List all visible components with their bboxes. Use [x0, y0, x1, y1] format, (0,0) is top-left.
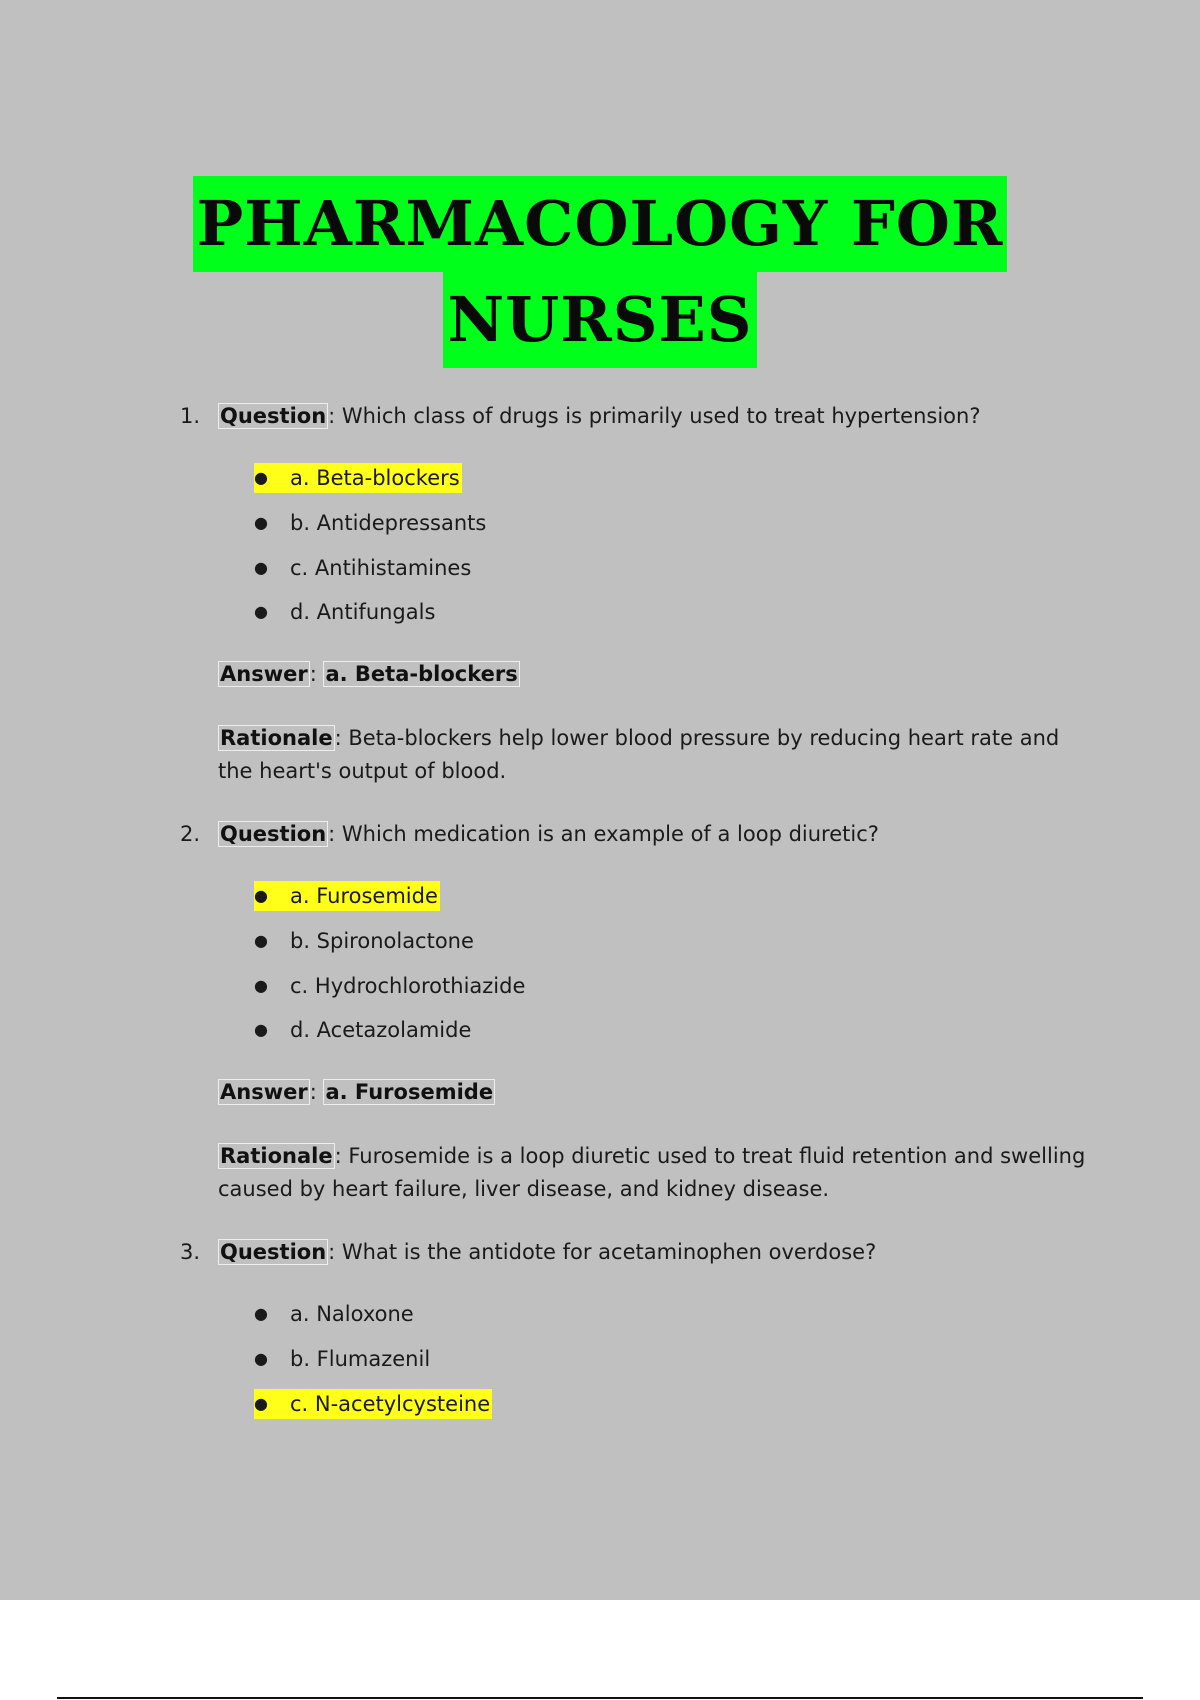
option-text: b. Antidepressants [290, 511, 487, 535]
option-1d [254, 597, 435, 627]
option-3a [254, 1299, 414, 1329]
bullet-icon: ● [254, 886, 268, 905]
question-label: Question [220, 404, 327, 428]
question-3 [180, 1235, 876, 1269]
bullet-icon: ● [254, 1304, 268, 1323]
title-line-1: PHARMACOLOGY FOR [193, 176, 1008, 272]
bullet-icon: ● [254, 1349, 268, 1368]
bullet-icon: ● [254, 1394, 268, 1413]
answer-value: a. Beta-blockers [325, 662, 518, 686]
option-text: c. Hydrochlorothiazide [290, 974, 526, 998]
rationale-label: Rationale [220, 1144, 333, 1168]
bullet-icon: ● [254, 468, 268, 487]
rationale-label: Rationale [220, 726, 333, 750]
rationale-1 [218, 722, 1098, 788]
bullet-icon: ● [254, 1020, 268, 1039]
option-text: c. N-acetylcysteine [290, 1392, 491, 1416]
question-label: Question [220, 822, 327, 846]
question-1 [180, 399, 980, 433]
bullet-icon: ● [254, 558, 268, 577]
bullet-icon: ● [254, 931, 268, 950]
option-text: b. Flumazenil [290, 1347, 431, 1371]
question-number: 1. [180, 404, 201, 428]
option-2d [254, 1015, 471, 1045]
option-1c [254, 553, 471, 583]
question-label: Question [220, 1240, 327, 1264]
option-2a [254, 881, 440, 911]
option-2c [254, 971, 525, 1001]
option-3c [254, 1389, 492, 1419]
answer-label: Answer [220, 1080, 308, 1104]
option-text: a. Beta-blockers [290, 466, 460, 490]
option-text: a. Furosemide [290, 884, 438, 908]
question-2 [180, 817, 879, 851]
answer-1: Answer: a. Beta-blockers [220, 662, 518, 686]
option-3b [254, 1344, 430, 1374]
answer-2: Answer: a. Furosemide [220, 1080, 494, 1104]
question-text: : What is the antidote for acetaminophen overdose? [328, 1240, 877, 1264]
question-number: 3. [180, 1240, 201, 1264]
option-1b [254, 508, 486, 538]
bullet-icon: ● [254, 976, 268, 995]
option-text: c. Antihistamines [290, 556, 472, 580]
title-line-2: NURSES [443, 272, 756, 368]
bullet-icon: ● [254, 513, 268, 532]
rationale-text: : Beta-blockers help lower blood pressure by reducing heart rate and the heart's output of blood. [218, 726, 1060, 783]
bullet-icon: ● [254, 602, 268, 621]
rationale-text: : Furosemide is a loop diuretic used to treat fluid retention and swelling caused by heart failure, liver disease, and kidney disease. [218, 1144, 1086, 1201]
option-2b [254, 926, 474, 956]
option-text: b. Spironolactone [290, 929, 474, 953]
question-text: : Which class of drugs is primarily used to treat hypertension? [328, 404, 981, 428]
answer-value: a. Furosemide [325, 1080, 494, 1104]
document-title [0, 176, 1200, 368]
footer-divider [57, 1697, 1143, 1699]
option-text: d. Antifungals [290, 600, 436, 624]
question-number: 2. [180, 822, 201, 846]
option-text: a. Naloxone [290, 1302, 414, 1326]
answer-label: Answer [220, 662, 308, 686]
option-1a [254, 463, 462, 493]
rationale-2 [218, 1140, 1098, 1206]
option-text: d. Acetazolamide [290, 1018, 472, 1042]
question-text: : Which medication is an example of a loop diuretic? [328, 822, 879, 846]
